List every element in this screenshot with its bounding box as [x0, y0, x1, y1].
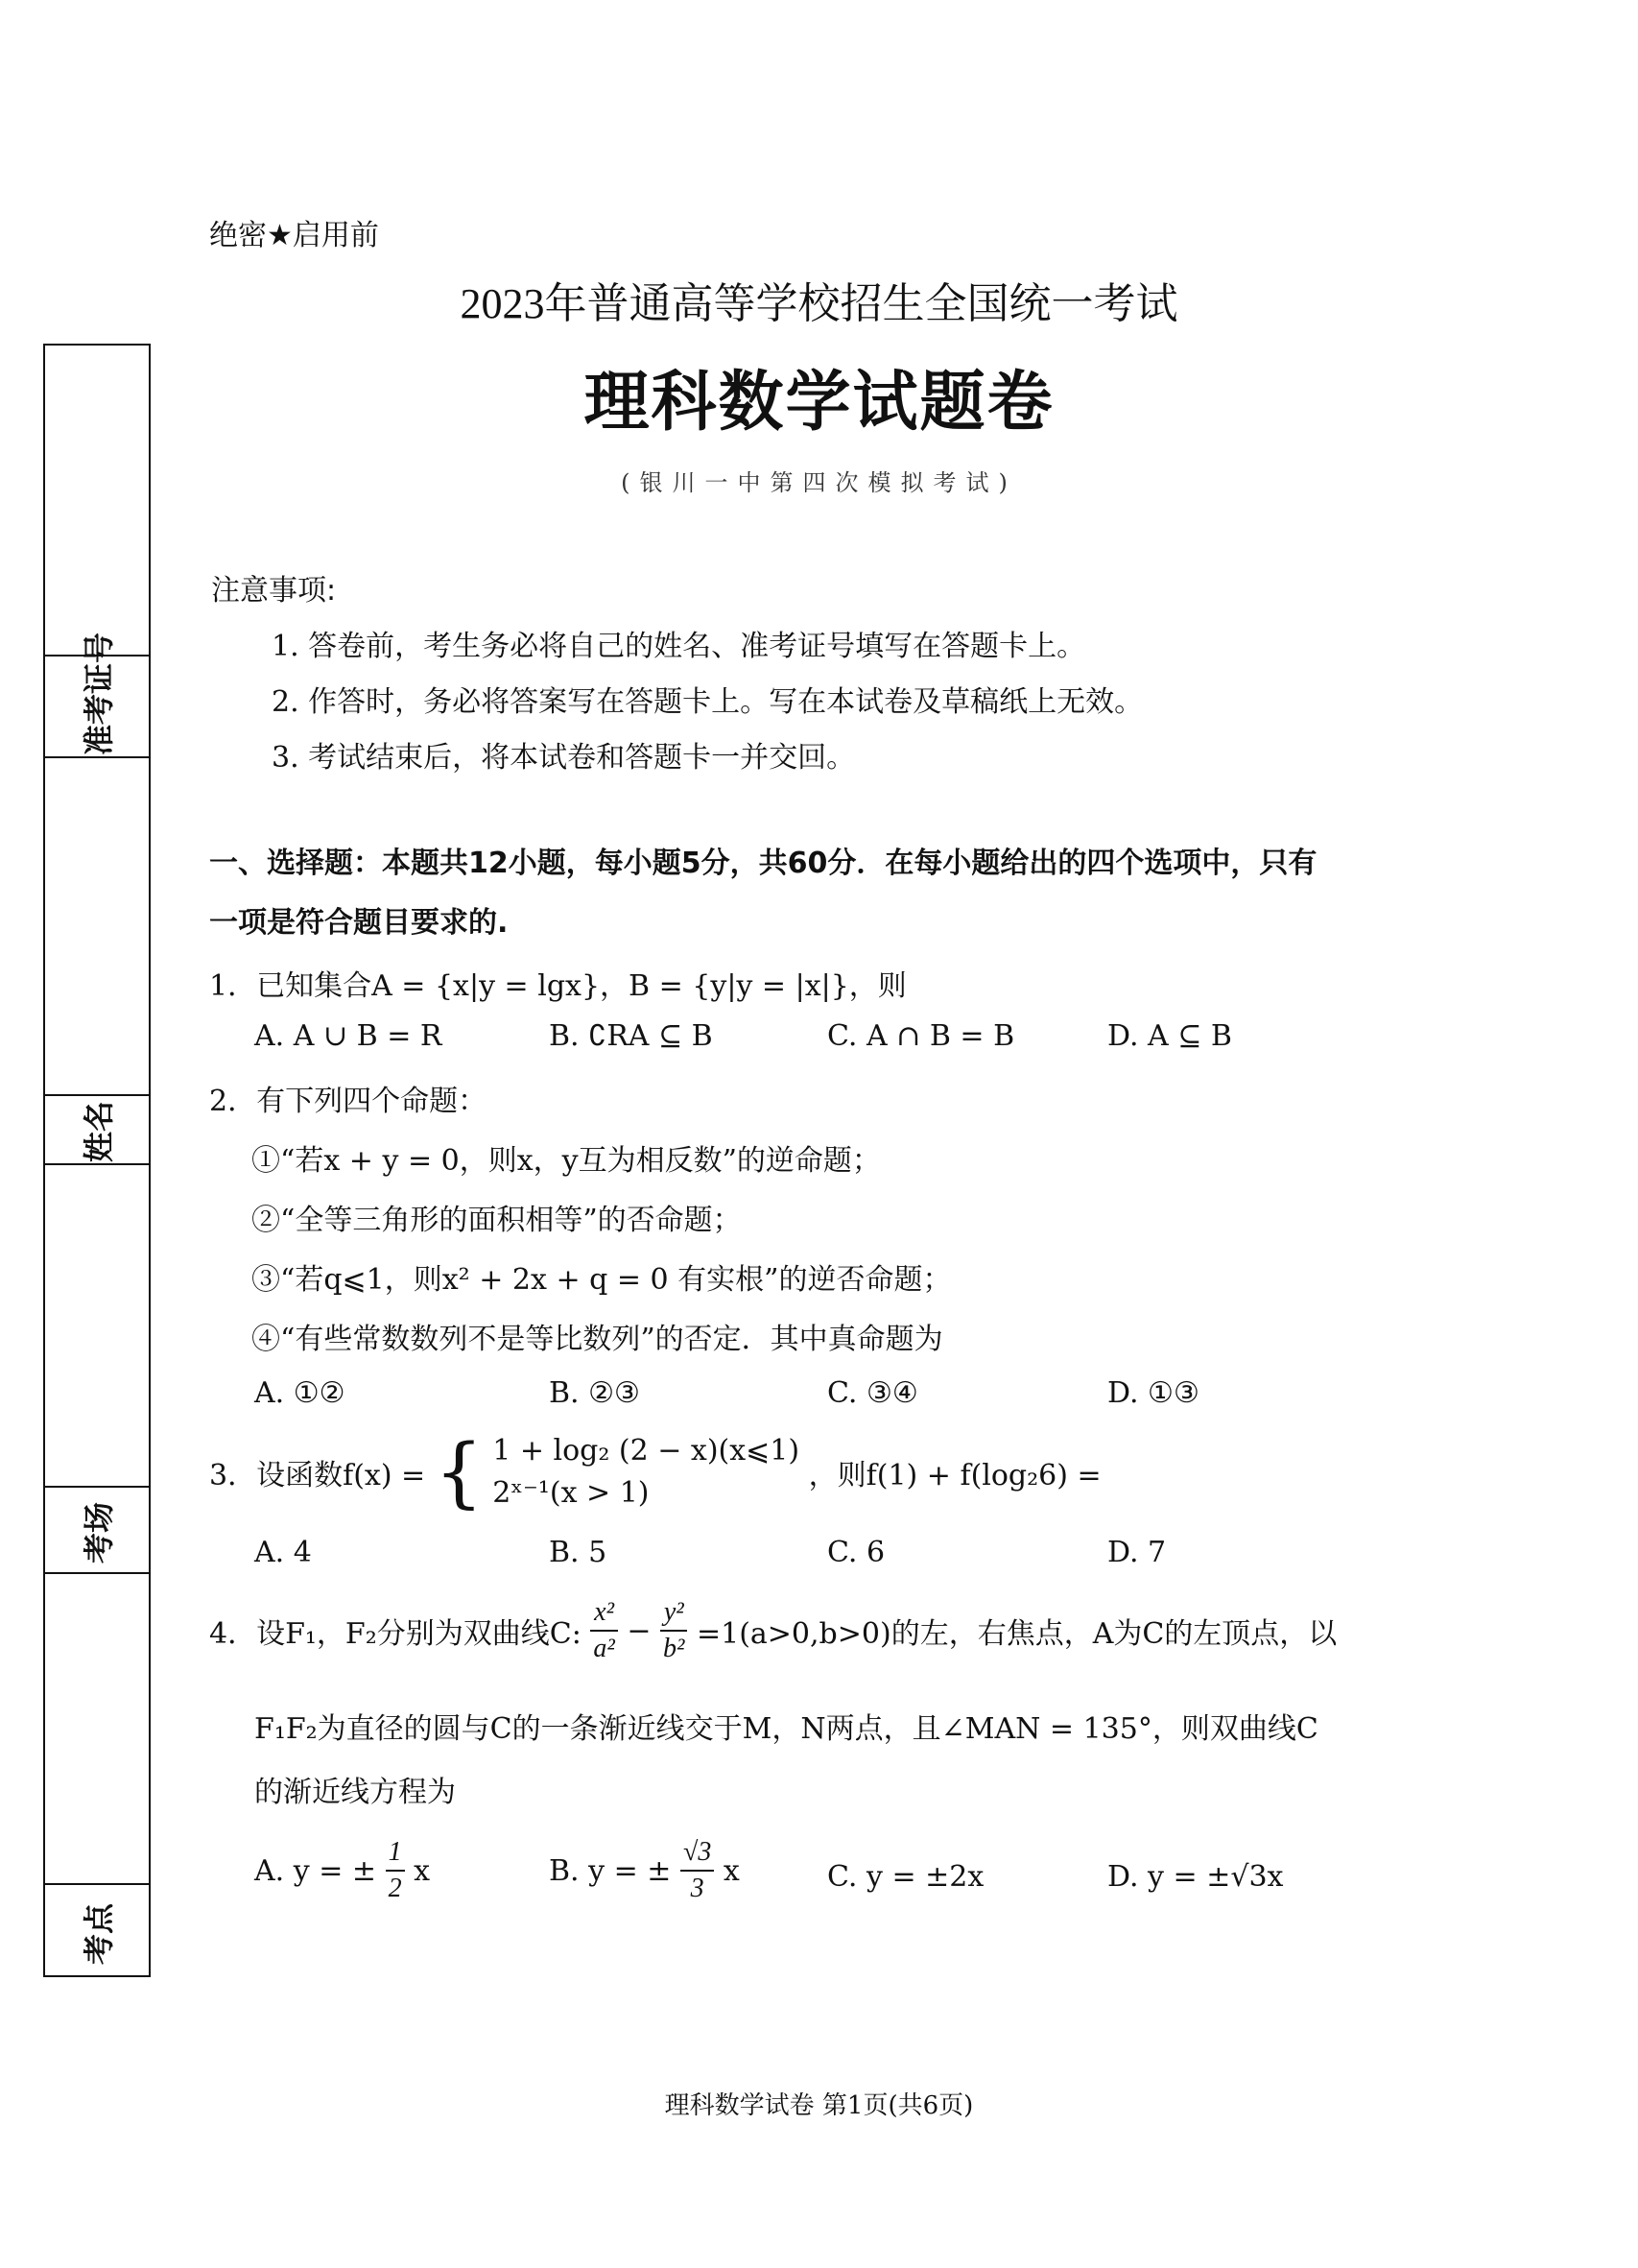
q3-case-1: 1 + log₂ (2 − x)(x⩽1) [492, 1434, 800, 1468]
q4-opt-b-suffix: x [723, 1853, 740, 1888]
exam-name: 2023年普通高等学校招生全国统一考试 [460, 280, 1178, 327]
q3-left-brace: { [434, 1427, 484, 1516]
q4-opt-b-den: 3 [690, 1874, 704, 1903]
q3-option-b: B. 5 [549, 1536, 607, 1569]
q4-line-3: 的渐近线方程为 [254, 1776, 456, 1809]
q3-stem-suffix: ，则f(1) + f(log₂6) = [808, 1459, 1102, 1492]
q3-option-a: A. 4 [254, 1536, 312, 1569]
q4-minus: − [627, 1613, 652, 1648]
q4-opt-b-num: √3 [680, 1835, 714, 1872]
q4-option-c: C. y = ±2x [827, 1860, 985, 1894]
q2-option-c: C. ③④ [827, 1376, 918, 1410]
q4-text-start: 4．设F₁，F₂分别为双曲线C: [209, 1617, 582, 1651]
q4-fraction-x [590, 1595, 617, 1666]
q4-opt-b-fraction [680, 1835, 714, 1906]
binding-strip [43, 344, 151, 1977]
strip-label-room: 考场 [81, 1502, 117, 1564]
q2-proposition-3: ③“若q⩽1，则x² + 2x + q = 0 有实根”的逆否命题； [251, 1263, 952, 1297]
q1-option-a: A. A ∪ B = R [254, 1019, 442, 1053]
q4-option-d: D. y = ±√3x [1107, 1860, 1284, 1894]
q2-option-d: D. ①③ [1107, 1376, 1199, 1410]
strip-label-exam-id: 准考证号 [81, 633, 117, 756]
q4-line-2: F₁F₂为直径的圆与C的一条渐近线交于M，N两点，且∠MAN = 135°，则双曲线C [254, 1712, 1318, 1746]
question-4-stem [209, 1595, 1337, 1666]
q3-piecewise [492, 1430, 799, 1515]
q4-frac1-num: x² [590, 1595, 617, 1632]
q3-stem-prefix: 3．设函数f(x) = [209, 1459, 426, 1492]
q4-opt-b-prefix: B. y = ± [549, 1853, 672, 1888]
section-heading: 一、选择题：本题共12小题，每小题5分，共60分．在每小题给出的四个选项中，只有 [209, 847, 1318, 880]
secret-mark: 绝密★启用前 [209, 219, 379, 252]
paper-subtitle: (银川一中第四次模拟考试) [621, 469, 1017, 496]
notice-heading: 注意事项: [211, 574, 337, 608]
strip-label-name: 姓名 [81, 1101, 117, 1163]
q2-proposition-2: ②“全等三角形的面积相等”的否命题； [251, 1204, 742, 1237]
q2-proposition-1: ①“若x + y = 0，则x，y互为相反数”的逆命题； [251, 1144, 881, 1178]
strip-label-site: 考点 [81, 1903, 117, 1966]
question-2-stem: 2．有下列四个命题： [209, 1085, 487, 1118]
q4-opt-a-fraction [386, 1835, 405, 1906]
notice-item: 1. 答卷前，考生务必将自己的姓名、准考证号填写在答题卡上。 [272, 630, 1086, 663]
notice-item: 2. 作答时，务必将答案写在答题卡上。写在本试卷及草稿纸上无效。 [272, 685, 1144, 719]
q4-fraction-y [660, 1595, 687, 1666]
q4-opt-a-den: 2 [388, 1874, 402, 1903]
q4-option-b [549, 1835, 740, 1906]
section-heading-cont: 一项是符合题目要求的. [209, 906, 509, 940]
q4-text-end: =1(a>0,b>0)的左，右焦点，A为C的左顶点，以 [696, 1617, 1338, 1651]
notice-item: 3. 考试结束后，将本试卷和答题卡一并交回。 [272, 741, 856, 775]
q3-case-2: 2ˣ⁻¹(x > 1) [492, 1476, 650, 1510]
q4-frac2-num: y² [660, 1595, 687, 1632]
q2-option-b: B. ②③ [549, 1376, 640, 1410]
q4-option-a [254, 1835, 430, 1906]
question-3-stem [209, 1427, 1102, 1516]
q2-proposition-4: ④“有些常数数列不是等比数列”的否定．其中真命题为 [251, 1323, 943, 1356]
q3-option-c: C. 6 [827, 1536, 886, 1569]
q3-option-d: D. 7 [1107, 1536, 1167, 1569]
page-footer: 理科数学试卷 第1页(共6页) [664, 2091, 974, 2120]
q1-option-d: D. A ⊆ B [1107, 1019, 1232, 1053]
paper-title: 理科数学试题卷 [583, 365, 1055, 441]
q4-opt-a-suffix: x [414, 1853, 431, 1888]
q4-opt-a-num: 1 [386, 1835, 405, 1872]
q1-option-c: C. A ∩ B = B [827, 1019, 1015, 1053]
q4-frac2-den: b² [663, 1634, 685, 1663]
q4-opt-a-prefix: A. y = ± [254, 1853, 377, 1888]
q1-option-b: B. ∁RA ⊆ B [549, 1019, 713, 1053]
question-1-stem: 1．已知集合A = {x|y = lgx}，B = {y|y = |x|}，则 [209, 969, 907, 1003]
q4-frac1-den: a² [593, 1634, 615, 1663]
q2-option-a: A. ①② [254, 1376, 345, 1410]
